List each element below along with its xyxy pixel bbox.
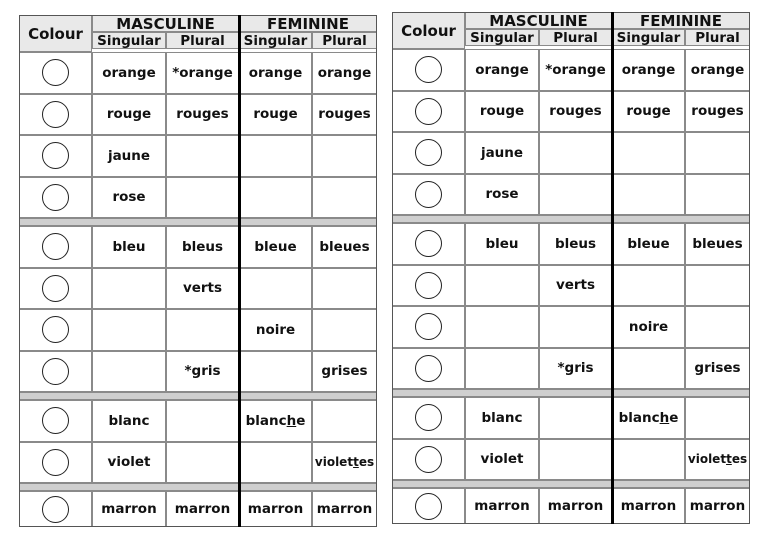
word-mp: bleus [181,238,224,255]
word-ms: rose [485,186,519,203]
gender-divider [611,12,614,524]
subheader-singular: Singular [243,32,308,49]
word-fp: violet t es [314,455,375,470]
table-frame [392,12,750,524]
subheader-plural: Plural [553,29,598,46]
word-ms: jaune [107,147,151,164]
word-fp: marron [689,498,746,514]
word-mp: rouges [549,103,602,120]
colour-header: Colour [28,24,83,43]
word-ms: marron [474,498,530,514]
word-mp: verts [182,280,223,297]
worksheet-left [19,15,377,527]
word-fs: blanc h e [245,412,306,429]
word-mp: marron [547,498,604,514]
word-fs: orange [621,61,676,78]
word-fp: orange [317,64,372,81]
word-ms: bleu [485,235,519,252]
masculine-header: MASCULINE [116,14,215,33]
word-fs: rouge [253,106,298,123]
worksheet-right [392,12,750,524]
word-mp: *orange [172,64,233,81]
word-fp: violet t es [687,452,748,467]
subheader-plural: Plural [322,32,367,49]
word-fp: grises [321,363,368,380]
word-fs: orange [248,64,303,81]
word-ms: marron [101,501,157,517]
word-fp: bleues [319,238,370,255]
word-mp: *gris [184,363,221,380]
word-fp: rouges [318,106,371,123]
colour-header: Colour [401,21,456,40]
word-fs: noire [255,321,296,338]
word-fp: bleues [692,235,743,252]
word-fs: marron [620,498,677,514]
word-ms: blanc [481,409,523,426]
word-ms: orange [475,61,529,78]
subheader-singular: Singular [470,29,534,46]
word-ms: bleu [112,238,146,255]
masculine-header: MASCULINE [489,11,588,30]
word-ms: orange [102,64,156,81]
word-fs: bleue [627,235,670,252]
word-mp: bleus [554,235,597,252]
word-fs: marron [247,501,304,517]
word-fp: marron [316,501,373,517]
word-mp: *orange [545,61,606,78]
subheader-singular: Singular [616,29,681,46]
word-mp: *gris [557,360,594,377]
gender-divider [238,15,241,527]
subheader-plural: Plural [180,32,225,49]
word-ms: rouge [106,106,152,123]
word-ms: rouge [479,103,525,120]
word-mp: rouges [176,106,229,123]
word-mp: verts [555,277,596,294]
subheader-plural: Plural [695,29,740,46]
word-fs: blanc h e [618,409,679,426]
feminine-header: FEMININE [267,14,349,33]
word-fs: noire [628,318,669,335]
table-frame [19,15,377,527]
subheader-singular: Singular [97,32,161,49]
feminine-header: FEMININE [640,11,722,30]
word-fs: rouge [626,103,671,120]
word-mp: marron [174,501,231,517]
word-fp: grises [694,360,741,377]
word-ms: blanc [108,412,150,429]
word-ms: rose [112,189,146,206]
word-ms: violet [480,451,524,468]
word-fp: orange [690,61,745,78]
word-fs: bleue [254,238,297,255]
word-fp: rouges [691,103,744,120]
word-ms: violet [107,454,151,471]
word-ms: jaune [480,144,524,161]
